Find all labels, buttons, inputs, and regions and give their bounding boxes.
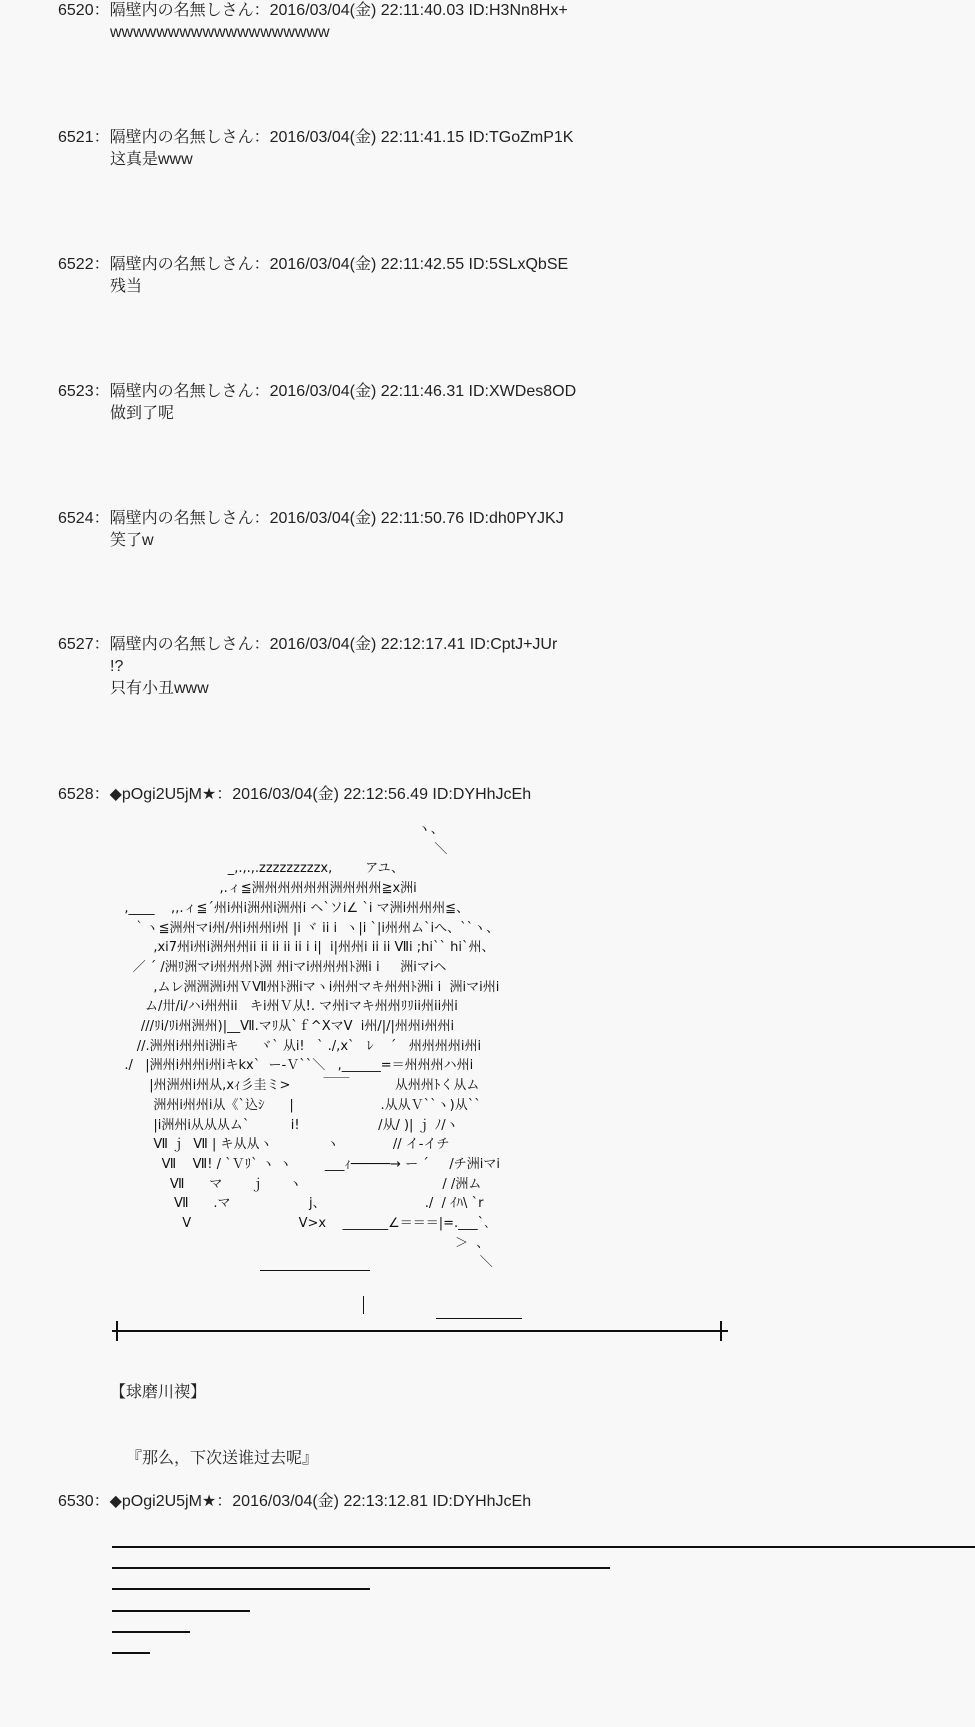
art-stroke xyxy=(260,1270,370,1271)
post-header: 6521：隔壁内の名無しさん：2016/03/04(金) 22:11:41.15 ID:TGoZmP1K xyxy=(58,129,574,146)
post-6520 xyxy=(58,0,568,44)
line-6 xyxy=(112,1652,150,1654)
post-6527 xyxy=(58,634,557,700)
post-header: 6520：隔壁内の名無しさん：2016/03/04(金) 22:11:40.03 ID:H3Nn8Hx+ xyxy=(58,2,568,19)
separator-rule xyxy=(112,1330,728,1332)
post-6521 xyxy=(58,127,573,171)
post-body: 做到了呢 xyxy=(110,405,175,422)
line-2 xyxy=(112,1567,610,1569)
art-stroke xyxy=(436,1318,522,1319)
art-stroke xyxy=(363,1296,364,1314)
separator-tick-right xyxy=(720,1321,722,1341)
speaker-name: 【球磨川禊】 xyxy=(110,1384,207,1401)
line-5 xyxy=(112,1631,190,1633)
post-6522 xyxy=(58,254,568,298)
post-header: 6528：◆pOgi2U5jM★：2016/03/04(金) 22:12:56.49 ID:DYHhJcEh xyxy=(58,786,532,803)
speaker-caption xyxy=(110,1338,318,1514)
post-6524 xyxy=(58,508,564,552)
post-6523 xyxy=(58,381,576,425)
post-header: 6523：隔壁内の名無しさん：2016/03/04(金) 22:11:46.31 ID:XWDes8OD xyxy=(58,383,577,400)
post-body: 笑了w xyxy=(110,532,154,549)
line-3 xyxy=(112,1588,370,1590)
post-header: 6530：◆pOgi2U5jM★：2016/03/04(金) 22:13:12.81 ID:DYHhJcEh xyxy=(58,1493,532,1510)
post-body: 这真是www xyxy=(110,151,193,168)
post-body: wwwwwwwwwwwwwwwwwww xyxy=(110,24,330,41)
post-6530 xyxy=(58,1491,531,1513)
line-1 xyxy=(112,1546,975,1548)
line-4 xyxy=(112,1610,250,1612)
post-body: !? 只有小丑www xyxy=(110,658,209,697)
post-header: 6524：隔壁内の名無しさん：2016/03/04(金) 22:11:50.76 ID:dh0PYJKJ xyxy=(58,510,564,527)
post-body: 残当 xyxy=(110,278,143,295)
post-header: 6527：隔壁内の名無しさん：2016/03/04(金) 22:12:17.41 ID:CptJ+JUr xyxy=(58,636,558,653)
ascii-art: ヽ、 ＼ _,.,.,.zzzzzzzzzx, アユ、 ,.ィ≦洲州州州州州洲州州州≧x洲i ,____ ,,.ィ≦´州i州i洲州i洲州i ヘ`ソi∠ `i マ洲i州州州≦、 ｀ヽ≦洲州マi州/州i州州i州 |i ヾ ii i ヽ|i `|i州州ム`iへ、``ヽ、 ,xi7州i州i洲州州ii ii ii ii ii i i| i|州州i ii ii Ⅶi ;hi`` hi`州、 ／ ´ /洲ﾘ洲マi州州州ﾄ洲 州iマi州州州ﾄ洲i i 洲iマiヘ ,ムレ洲洲洲i州ＶⅦ州ﾄ洲iマヽi州州マキ州州ﾄ洲i i 洲iマi州i ム/卅/i/ハi州州ii キi州Ｖ从!. マ州iマキ州州ﾘﾘii州ii州i ///ﾘi/ﾘi州洲州)|__Ⅶ.マﾘ从`ｆ^XマV i州/|/|州州i州州i //.洲州i州州i洲iキ ヾ` 从i! ` ./,x` ﾚ ´ 州州州州i州i ./ |洲州i州州i州iキkx` ー-Ｖ``＼ ,______=＝州州州ハ州i |州洲州i州从,xｨ彡圭ミ> ￣￣ 从州州ﾄく从ム 洲州i州州i从《`込ｼ | .从从Ｖ``ヽ)从`` |i洲州i从从从ム` i! /从/ )| ｊ ﾉ/ヽ Ⅶ ｊ Ⅶ | キ从从ヽ ヽ // イ-イチ Ⅶ Ⅶ! / `Ｖﾘ` ヽ ヽ ___ｨ─────→ ー ´ /チ洲iマi Ⅶ マ ｊ ヽ / /洲ム Ⅶ .マ j、 ./ / ｲﾊ\ `r V V>x _______∠＝＝＝|=.___`､ ＞ 、 ＼ xyxy=(124,822,500,1271)
post-6528 xyxy=(58,784,531,806)
speaker-line: 『那么，下次送谁过去呢』 xyxy=(126,1450,319,1467)
post-header: 6522：隔壁内の名無しさん：2016/03/04(金) 22:11:42.55 ID:5SLxQbSE xyxy=(58,256,569,273)
